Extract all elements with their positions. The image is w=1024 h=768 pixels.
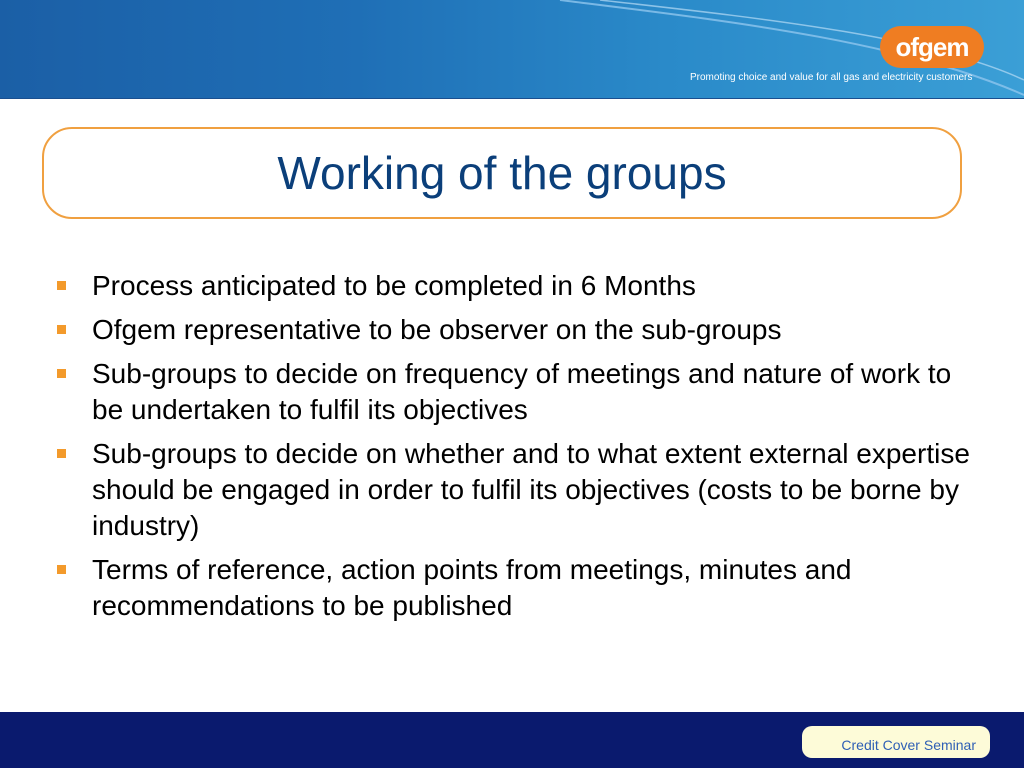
footer-badge (802, 726, 990, 758)
title-box (42, 127, 962, 219)
bullet-item (54, 436, 974, 544)
bullet-item (54, 552, 974, 624)
bullet-text: Sub-groups to decide on whether and to what extent external expertise should be engaged in order to fulfil its objectives (costs to be borne by industry) (92, 438, 970, 541)
header-wave-decoration (0, 0, 1024, 99)
bullet-list (54, 268, 974, 632)
ofgem-logo (880, 26, 984, 68)
slide-title: Working of the groups (277, 147, 727, 199)
bullet-item (54, 312, 974, 348)
bullet-text: Sub-groups to decide on frequency of meetings and nature of work to be undertaken to fulfil its objectives (92, 358, 952, 425)
header-tagline: Promoting choice and value for all gas and electricity customers (690, 72, 973, 83)
bullet-item (54, 356, 974, 428)
square-bullet-icon (57, 369, 66, 378)
footer-label: Credit Cover Seminar (841, 737, 976, 753)
header-band (0, 0, 1024, 99)
bullet-item (54, 268, 974, 304)
square-bullet-icon (57, 449, 66, 458)
square-bullet-icon (57, 281, 66, 290)
square-bullet-icon (57, 325, 66, 334)
logo-text: ofgem (895, 32, 969, 62)
square-bullet-icon (57, 565, 66, 574)
bullet-text: Process anticipated to be completed in 6 Months (92, 270, 696, 301)
bullet-text: Ofgem representative to be observer on the sub-groups (92, 314, 782, 345)
bullet-text: Terms of reference, action points from meetings, minutes and recommendations to be published (92, 554, 852, 621)
